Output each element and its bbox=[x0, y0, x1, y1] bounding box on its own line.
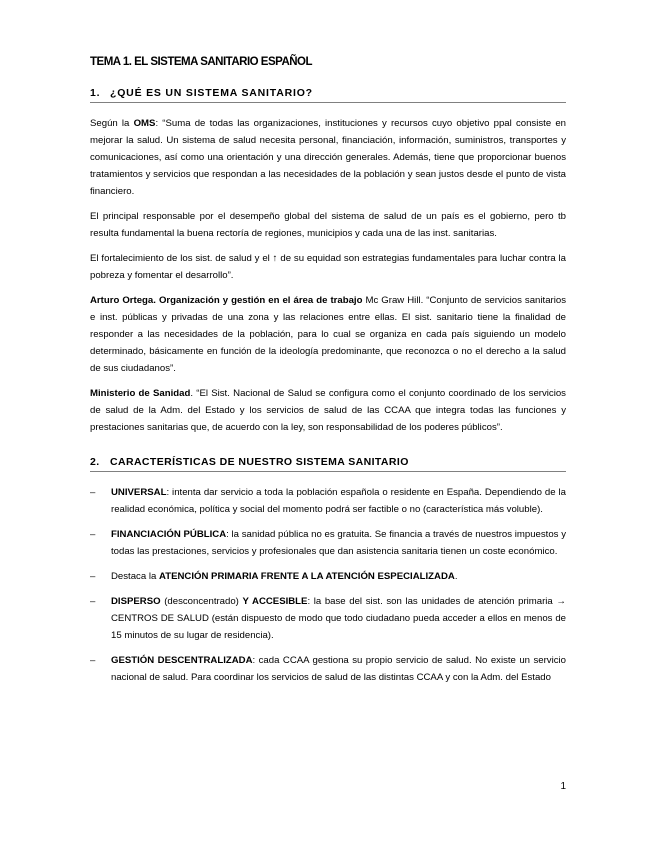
paragraph-oms bbox=[90, 115, 566, 200]
bullet-dash: – bbox=[90, 655, 96, 666]
bullet-dash: – bbox=[90, 571, 96, 582]
section-2-number: 2. bbox=[90, 456, 100, 468]
list-item-disperso bbox=[90, 593, 566, 644]
paragraph-oms-source: OMS bbox=[133, 118, 156, 129]
section-2-heading bbox=[90, 456, 566, 472]
characteristics-list bbox=[90, 484, 566, 686]
list-item-text: : cada CCAA gestiona su propio servicio de salud. No existe un servicio nacional de salud. Para coordinar los servicios de salud de las distintas CCAA y con la Adm. del Estado bbox=[111, 655, 566, 683]
list-item-term: DISPERSO bbox=[111, 596, 161, 607]
paragraph-government: El principal responsable por el desempeño global del sistema de salud de un país es el gobierno, pero tb resulta fundamental la buena rectoría de regiones, municipios y cada una de las inst. sanitarias. bbox=[90, 211, 566, 239]
section-2-title: CARACTERÍSTICAS DE NUESTRO SISTEMA SANITARIO bbox=[110, 456, 409, 468]
list-item-financiacion bbox=[90, 526, 566, 560]
list-item-text: : intenta dar servicio a toda la población española o residente en España. Dependiendo de la realidad económica, política y social del momento podrá ser factible o no (característica más voluble). bbox=[111, 487, 566, 515]
paragraph-ministerio-text: . “El Sist. Nacional de Salud se configura como el conjunto coordinado de los servicios de salud de la Adm. del Estado y los servicios de salud de las CCAA que integra todas las funciones y prestaciones sanitarias que, de acuerdo con la ley, son responsabilidad de los poderes públicos”. bbox=[90, 388, 566, 433]
page-number: 1 bbox=[560, 781, 566, 792]
document-page bbox=[90, 56, 566, 694]
paragraph-strengthening: El fortalecimiento de los sist. de salud y el ↑ de su equidad son estrategias fundamentales para luchar contra la pobreza y fomentar el desarrollo”. bbox=[90, 253, 566, 281]
paragraph-ortega-text: Mc Graw Hill. “Conjunto de servicios sanitarios e inst. públicas y privadas de una zona y las relaciones entre ellas. El sist. sanitario tiene la finalidad de responder a las necesidades de la población, para lo cual se organiza en cada país siguiendo un modelo determinado, básicamente en función de la ideología predominante, que reconozca o no el derecho a la salud de sus ciudadanos”. bbox=[90, 295, 566, 374]
list-item-atencion-primaria bbox=[90, 568, 566, 585]
paragraph-ministerio bbox=[90, 385, 566, 436]
list-item-prefix: Destaca la bbox=[111, 571, 159, 582]
list-item-text: . bbox=[454, 571, 458, 582]
paragraph-ortega-source: Arturo Ortega. Organización y gestión en el área de trabajo bbox=[90, 295, 363, 306]
list-item-gestion bbox=[90, 652, 566, 686]
list-item-text: : la base del sist. son las unidades de atención primaria → CENTROS DE SALUD (están dispuesto de modo que todo ciudadano pueda acceder a ellos en menos de 15 minutos de su lugar de residencia). bbox=[111, 596, 566, 641]
list-item-term: GESTIÓN DESCENTRALIZADA bbox=[111, 655, 253, 666]
section-1-title: ¿QUÉ ES UN SISTEMA SANITARIO? bbox=[110, 87, 313, 99]
list-item-term: ATENCIÓN PRIMARIA FRENTE A LA ATENCIÓN ESPECIALIZADA bbox=[159, 571, 455, 582]
list-item-universal bbox=[90, 484, 566, 518]
bullet-dash: – bbox=[90, 596, 96, 607]
paragraph-oms-intro: Según la bbox=[90, 118, 134, 129]
bullet-dash: – bbox=[90, 487, 96, 498]
list-item-middle: (desconcentrado) bbox=[160, 596, 243, 607]
list-item-term-2: Y ACCESIBLE bbox=[242, 596, 308, 607]
list-item-text: : la sanidad pública no es gratuita. Se financia a través de nuestros impuestos y todas las prestaciones, servicios y profesionales que dan asistencia sanitaria tienen un coste económico. bbox=[111, 529, 566, 557]
paragraph-ortega bbox=[90, 292, 566, 377]
section-1-number: 1. bbox=[90, 87, 101, 99]
list-item-term: FINANCIACIÓN PÚBLICA bbox=[111, 529, 227, 540]
paragraph-oms-text: : “Suma de todas las organizaciones, instituciones y recursos cuyo objetivo ppal consiste en mejorar la salud. Un sistema de salud necesita personal, financiación, información, suministros, transportes y comunicaciones, así como una orientación y una dirección generales. Además, tiene que proporcionar buenos tratamientos y servicios que respondan a las necesidades de la población y sean justos desde el punto de vista financiero. bbox=[90, 118, 567, 197]
document-title: TEMA 1. EL SISTEMA SANITARIO ESPAÑOL bbox=[90, 56, 313, 68]
list-item-term: UNIVERSAL bbox=[111, 487, 167, 498]
section-1-heading bbox=[90, 87, 566, 103]
bullet-dash: – bbox=[90, 529, 96, 540]
paragraph-ministerio-source: Ministerio de Sanidad bbox=[90, 388, 191, 399]
